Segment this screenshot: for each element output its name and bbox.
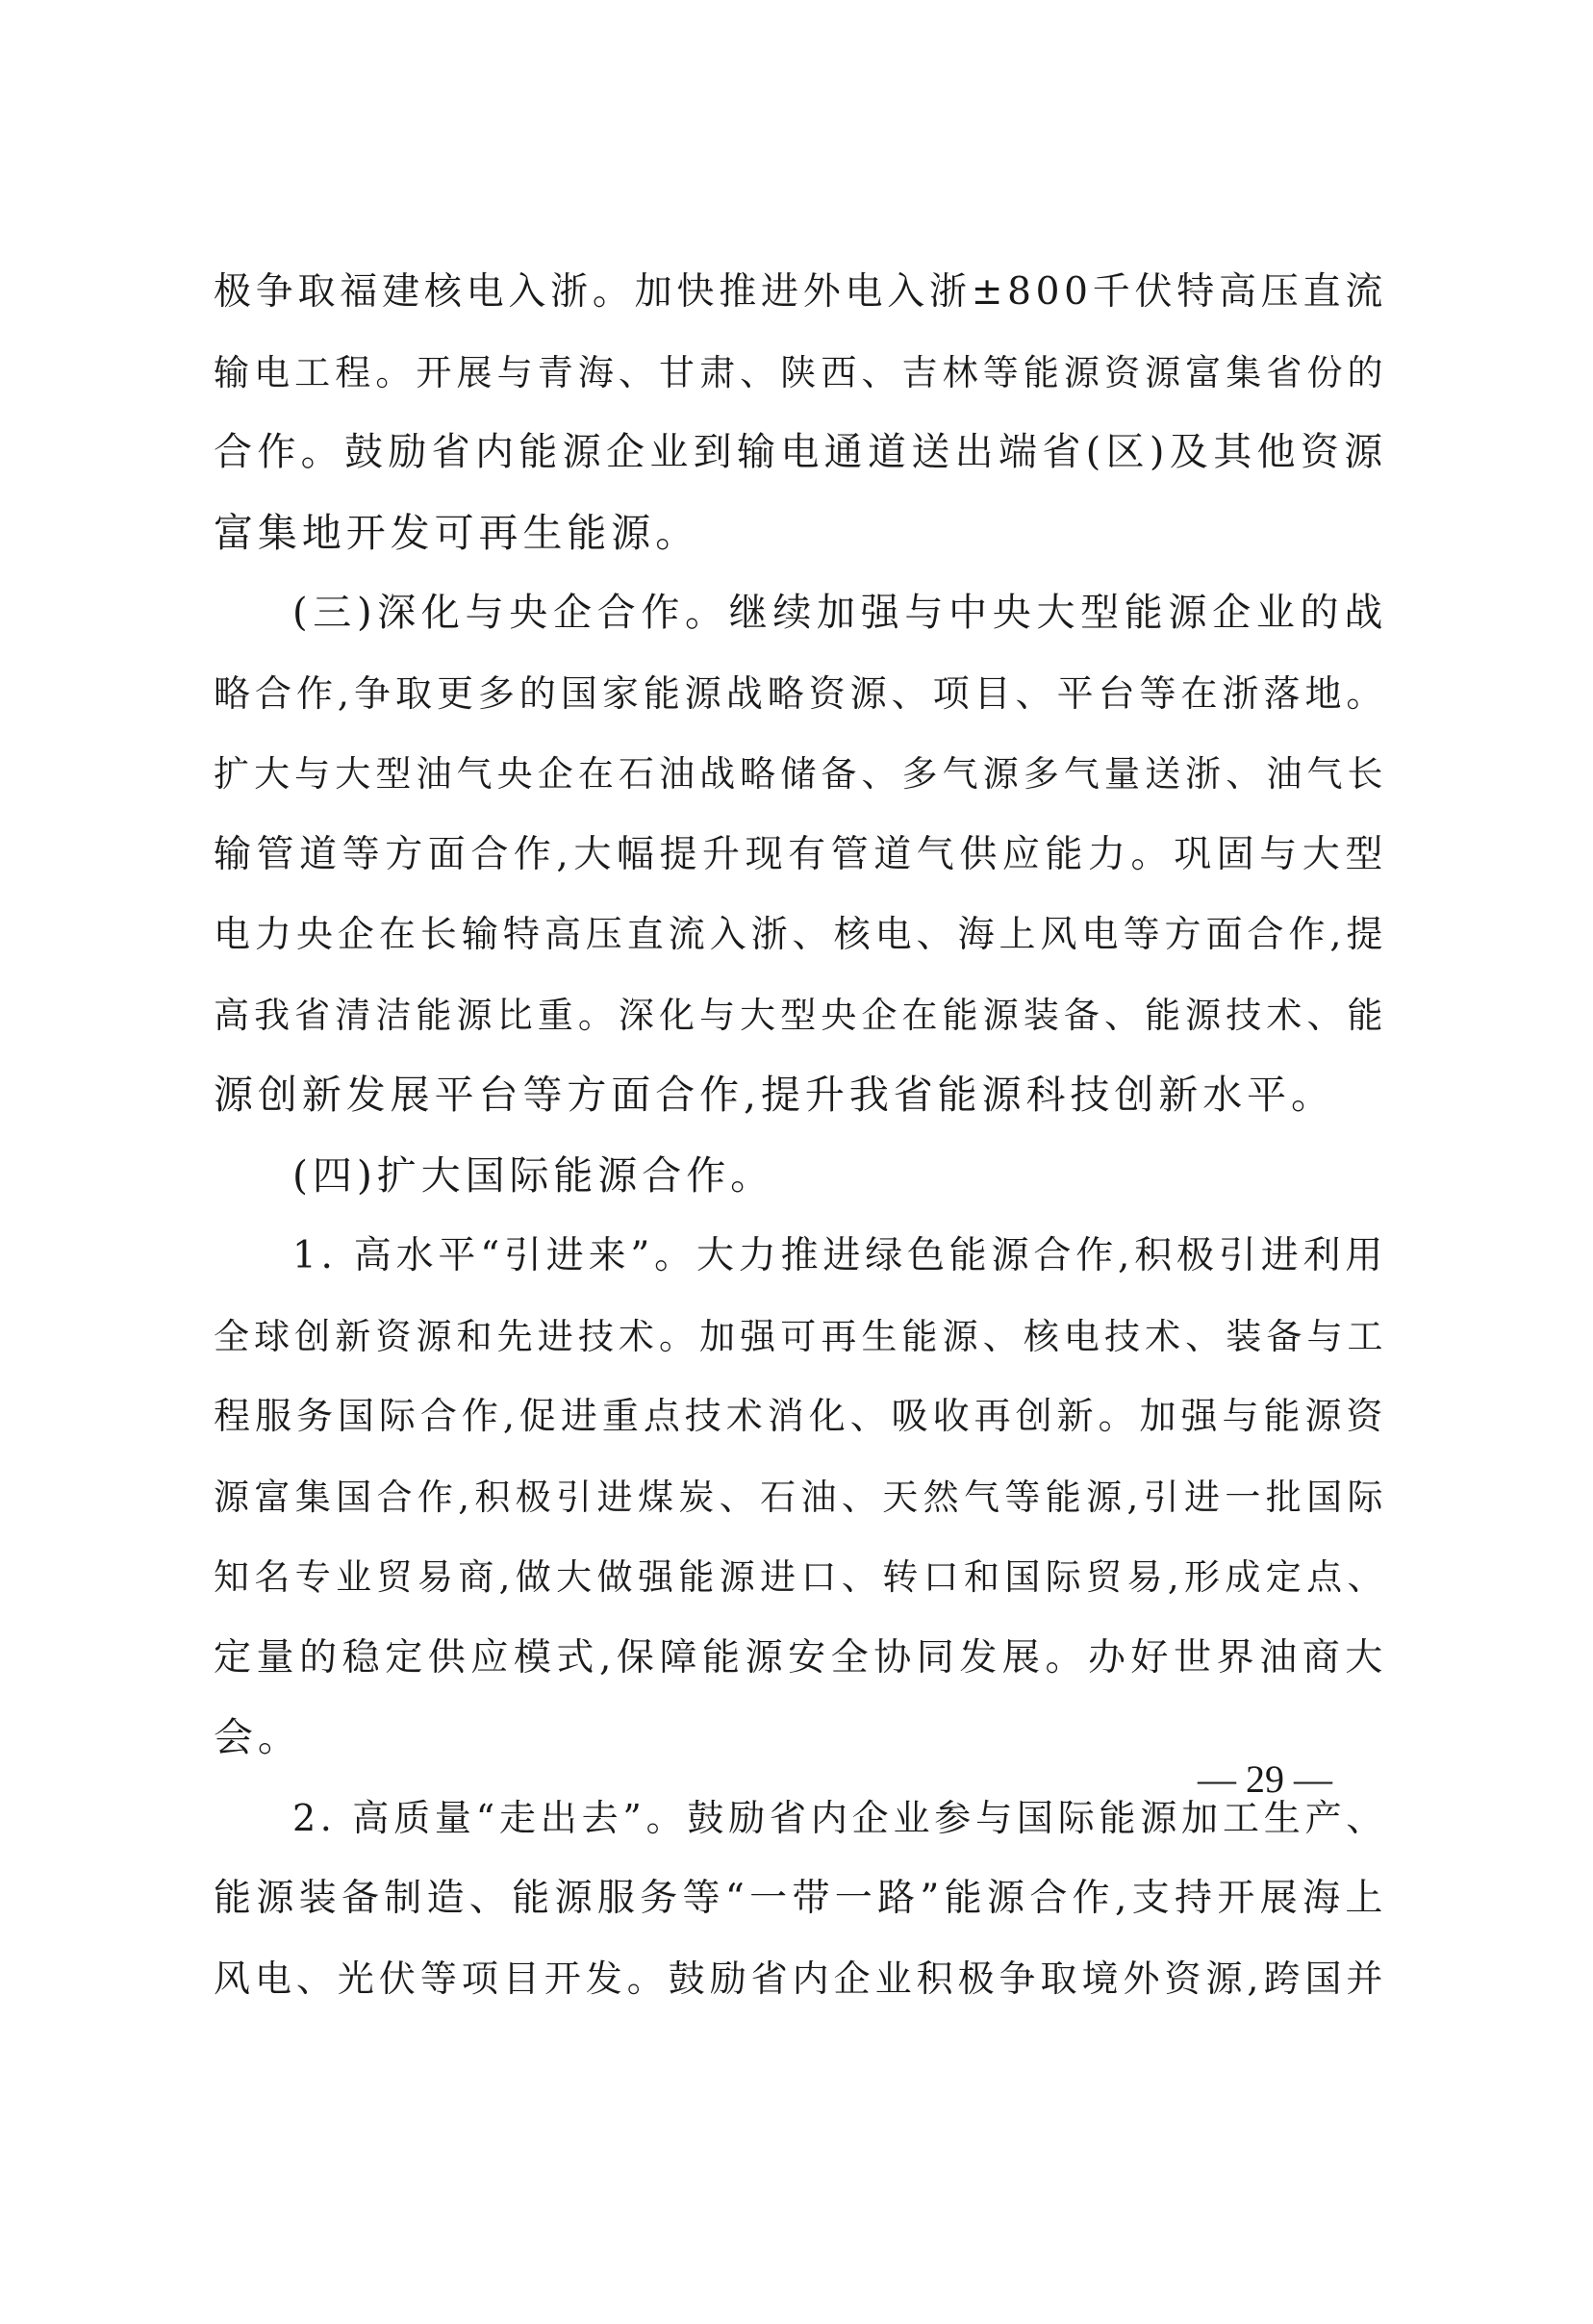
text-line: 知名专业贸易商,做大做强能源进口、转口和国际贸易,形成定点、 bbox=[214, 1556, 1387, 1598]
text-line: 输管道等方面合作,大幅提升现有管道气供应能力。巩固与大型 bbox=[214, 832, 1387, 876]
page-number: — 29 — bbox=[1198, 1757, 1332, 1801]
text-line: 程服务国际合作,促进重点技术消化、吸收再创新。加强与能源资 bbox=[214, 1395, 1387, 1437]
text-line: (四)扩大国际能源合作。 bbox=[292, 1151, 775, 1199]
text-line: 定量的稳定供应模式,保障能源安全协同发展。办好世界油商大 bbox=[214, 1635, 1387, 1680]
body-text bbox=[214, 252, 1387, 2019]
text-line: 能源装备制造、能源服务等“一带一路”能源合作,支持开展海上 bbox=[214, 1877, 1387, 1920]
text-line: 扩大与大型油气央企在石油战略储备、多气源多气量送浙、油气长 bbox=[214, 753, 1387, 795]
text-line: 富集地开发可再生能源。 bbox=[214, 509, 700, 556]
text-line: 源创新发展平台等方面合作,提升我省能源科技创新水平。 bbox=[214, 1072, 1335, 1118]
text-line: 极争取福建核电入浙。加快推进外电入浙±800千伏特高压直流 bbox=[214, 270, 1387, 314]
text-line: 风电、光伏等项目开发。鼓励省内企业积极争取境外资源,跨国并 bbox=[214, 1957, 1387, 2000]
text-line: 源富集国合作,积极引进煤炭、石油、天然气等能源,引进一批国际 bbox=[214, 1476, 1387, 1518]
text-line: 高我省清洁能源比重。深化与大型央企在能源装备、能源技术、能 bbox=[214, 994, 1387, 1036]
text-line: 会。 bbox=[214, 1714, 302, 1760]
text-line: 2. 高质量“走出去”。鼓励省内企业参与国际能源加工生产、 bbox=[292, 1796, 1387, 1839]
text-line: 全球创新资源和先进技术。加强可再生能源、核电技术、装备与工 bbox=[214, 1315, 1387, 1357]
text-line: 略合作,争取更多的国家能源战略资源、项目、平台等在浙落地。 bbox=[214, 671, 1387, 715]
text-line: 合作。鼓励省内能源企业到输电通道送出端省(区)及其他资源 bbox=[214, 430, 1387, 474]
text-line: 电力央企在长输特高压直流入浙、核电、海上风电等方面合作,提 bbox=[214, 913, 1387, 955]
text-line: 1. 高水平“引进来”。大力推进绿色能源合作,积极引进利用 bbox=[292, 1234, 1387, 1277]
text-line: 输电工程。开展与青海、甘肃、陕西、吉林等能源资源富集省份的 bbox=[214, 351, 1387, 393]
text-line: (三)深化与央企合作。继续加强与中央大型能源企业的战 bbox=[292, 591, 1387, 635]
